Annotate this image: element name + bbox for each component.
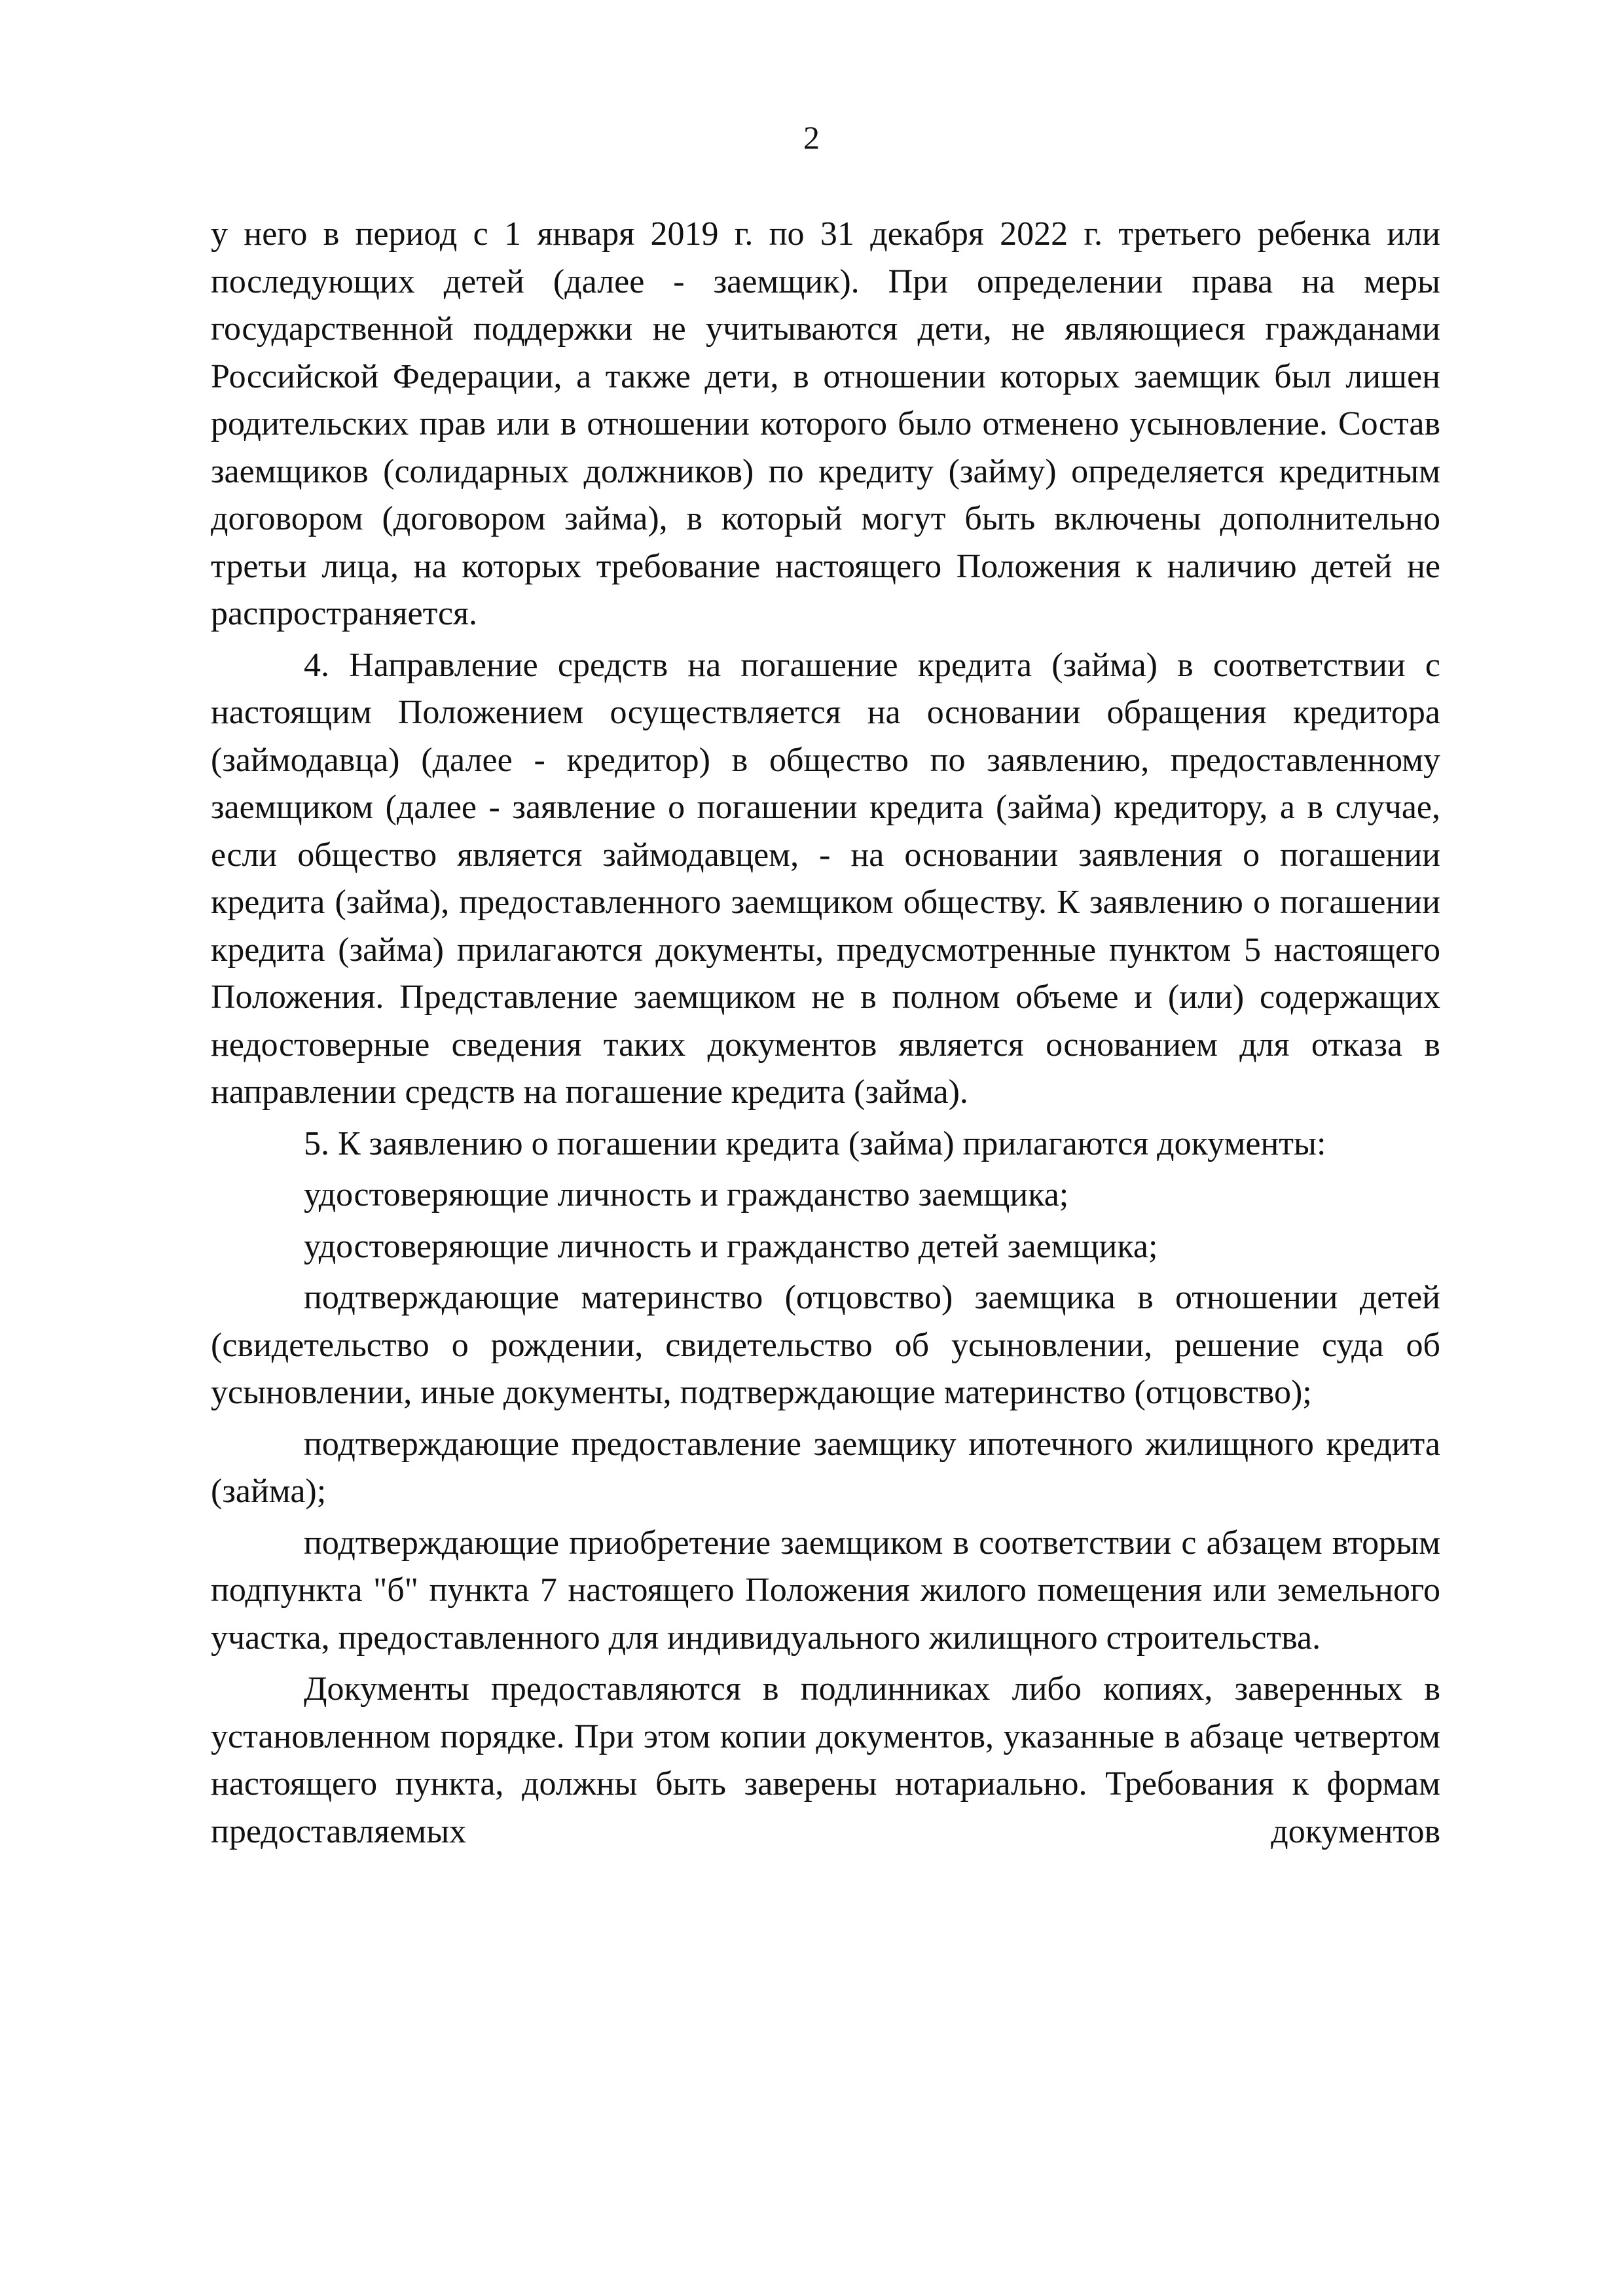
- document-body: [211, 211, 1440, 1856]
- paragraph-continuation: у него в период с 1 января 2019 г. по 31 декабря 2022 г. третьего ребенка или последующих детей (далее - заемщик). При определении права на меры государственной поддержки не учитываются дети, не являющиеся гражданами Российской Федерации, а также дети, в отношении которых заемщик был лишен родительских прав или в отношении которого было отменено усыновление. Состав заемщиков (солидарных должников) по кредиту (займу) определяется кредитным договором (договором займа), в который могут быть включены дополнительно третьи лица, на которых требование настоящего Положения к наличию детей не распространяется.: [211, 215, 1440, 632]
- list-item-identity-children: удостоверяющие личность и гражданство детей заемщика;: [304, 1227, 1158, 1265]
- page-number: 2: [803, 119, 820, 156]
- paragraph-documents-requirements: Документы предоставляются в подлинниках либо копиях, заверенных в установленном порядке. При этом копии документов, указанные в абзаце четвертом настоящего пункта, должны быть заверены нотариально. Требования к формам предоставляемых документов: [211, 1670, 1440, 1850]
- list-item-identity-borrower: удостоверяющие личность и гражданство заемщика;: [304, 1176, 1069, 1213]
- paragraph-item-4: 4. Направление средств на погашение кредита (займа) в соответствии с настоящим Положением осуществляется на основании обращения кредитора (займодавца) (далее - кредитор) в общество по заявлению, предоставленному заемщиком (далее - заявление о погашении кредита (займа) кредитору, а в случае, если общество является займодавцем, - на основании заявления о погашении кредита (займа), предоставленного заемщиком обществу. К заявлению о погашении кредита (займа) прилагаются документы, предусмотренные пунктом 5 настоящего Положения. Представление заемщиком не в полном объеме и (или) содержащих недостоверные сведения таких документов является основанием для отказа в направлении средств на погашение кредита (займа).: [211, 646, 1440, 1111]
- list-item-mortgage: подтверждающие предоставление заемщику ипотечного жилищного кредита (займа);: [211, 1425, 1440, 1510]
- paragraph-item-5: 5. К заявлению о погашении кредита (займа) прилагаются документы:: [304, 1124, 1326, 1162]
- list-item-parenthood: подтверждающие материнство (отцовство) заемщика в отношении детей (свидетельство о рождении, свидетельство об усыновлении, решение суда об усыновлении, иные документы, подтверждающие материнство (отцовство);: [211, 1279, 1440, 1411]
- list-item-property: подтверждающие приобретение заемщиком в соответствии с абзацем вторым подпункта "б" пункта 7 настоящего Положения жилого помещения или земельного участка, предоставленного для индивидуального жилищного строительства.: [211, 1524, 1440, 1657]
